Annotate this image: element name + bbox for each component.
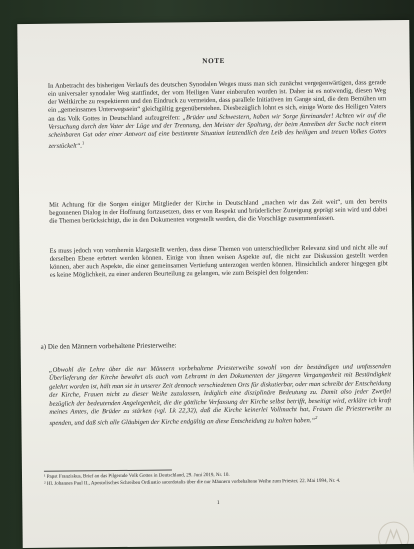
intro-block <box>48 79 387 151</box>
footnote-2: ² Hl. Johannes Paul II., Apostolisches Schreiben Ordinatio sacerdotalis über die nur Männern vorbehaltene Weihe zum Priester, 22. Mai 1994, Nr. 4. <box>44 478 341 487</box>
section-subheading: a) Die den Männern vorbehaltene Priesterweihe: <box>40 341 177 351</box>
ordination-quote-block <box>49 363 392 429</box>
quote-ordinatio: „Obwohl die Lehre über die nur Männern vorbehaltene Priesterweihe sowohl von der beständigen und umfassenden Überlieferung der Kirche bewahrt als auch vom Lehramt in den Dokumenten der jüngeren Vergangenheit mit Beständigkeit gelehrt worden ist, hält man sie in unserer Zeit dennoch verschiedenen Orts für diskutierbar, oder man schreibt der Entscheidung der Kirche, Frauen nicht zu dieser Weihe zuzulassen, lediglich eine disziplinäre Bedeutung zu. Damit also jeder Zweifel bezüglich der bedeutenden Angelegenheit, die die göttliche Verfassung der Kirche selbst betrifft, beseitigt wird, erkläre ich kraft meines Amtes, die Brüder zu stärken (vgl. Lk 22,32), daß die Kirche keinerlei Vollmacht hat, Frauen die Priesterweihe zu spenden, und daß sich alle Gläubigen der Kirche endgültig an diese Entscheidung zu halten haben.“ <box>48 363 392 428</box>
footnote-ref-2: 2 <box>315 415 318 421</box>
quote-pope-letter: „Brüder und Schwestern, haben wir Sorge füreinander! Achten wir auf die Versuchung durch den Vater der Lüge und der Trennung, den Meister der Spaltung, der beim Antreiben der Suche nach einem scheinbaren Gut oder einer Antwort auf eine bestimmte Situation letztendlich den Leib des heiligen und treuen Volkes Gottes zerstückelt“. <box>48 111 387 151</box>
relevance-paragraph: Es muss jedoch von vornherein klargestellt werden, dass diese Themen von unterschiedlicher Relevanz sind und nicht alle auf derselben Ebene erörtert werden können. Einige von ihnen weisen Aspekte auf, die nicht zur Diskussion gestellt werden können, aber auch Aspekte, die einer gemeinsamen Vertiefung unterzogen werden können. Hinsichtlich anderer hingegen gibt es keine Möglichkeit, zu einer anderen Beurteilung zu gelangen, wie zum Beispiel den folgenden: <box>49 244 388 280</box>
dialogue-paragraph: Mit Achtung für die Sorgen einiger Mitglieder der Kirche in Deutschland „machen wir das Zeit weit“, um den bereits begonnenen Dialog in der Hoffnung fortzusetzen, dass er von Respekt und brüderlicher Zuneigung geprägt sein wird und dabei die Themen berücksichtigt, die in den Dokumenten vorgestellt werden, die die Vorschläge zusammenfassen. <box>49 198 388 226</box>
footnote-ref-1: 1 <box>82 140 85 146</box>
footnote-divider <box>44 469 172 471</box>
page-number: 1 <box>216 499 220 507</box>
footnote-1: ¹ Papst Franziskus, Brief an das Pilgernde Volk Gottes in Deutschland, 29. Juni 2019, Nr. 10. <box>43 472 230 480</box>
document-page <box>17 20 414 548</box>
intro-paragraph: In Anbetracht des bisherigen Verlaufs des deutschen Synodalen Weges muss man sich zunächst vergegenwärtigen, dass gerade ein universaler synodaler Weg stattfindet, der vom Heiligen Vater einberufen worden ist. Daher ist es notwendig, diesen Weg der Weltkirche zu respektieren und den Eindruck zu vermeiden, dass parallele Initiativen im Gange sind, die dem Bemühen um ein „gemeinsames Unterwegssein“ gleichgültig gegenüberstehen. Diesbezüglich lohnt es sich, einige Worte des Heiligen Vaters an das Volk Gottes in Deutschland aufzugreifen: <box>47 79 387 123</box>
seal-watermark-icon <box>376 520 410 548</box>
document-title: NOTE <box>202 56 226 66</box>
